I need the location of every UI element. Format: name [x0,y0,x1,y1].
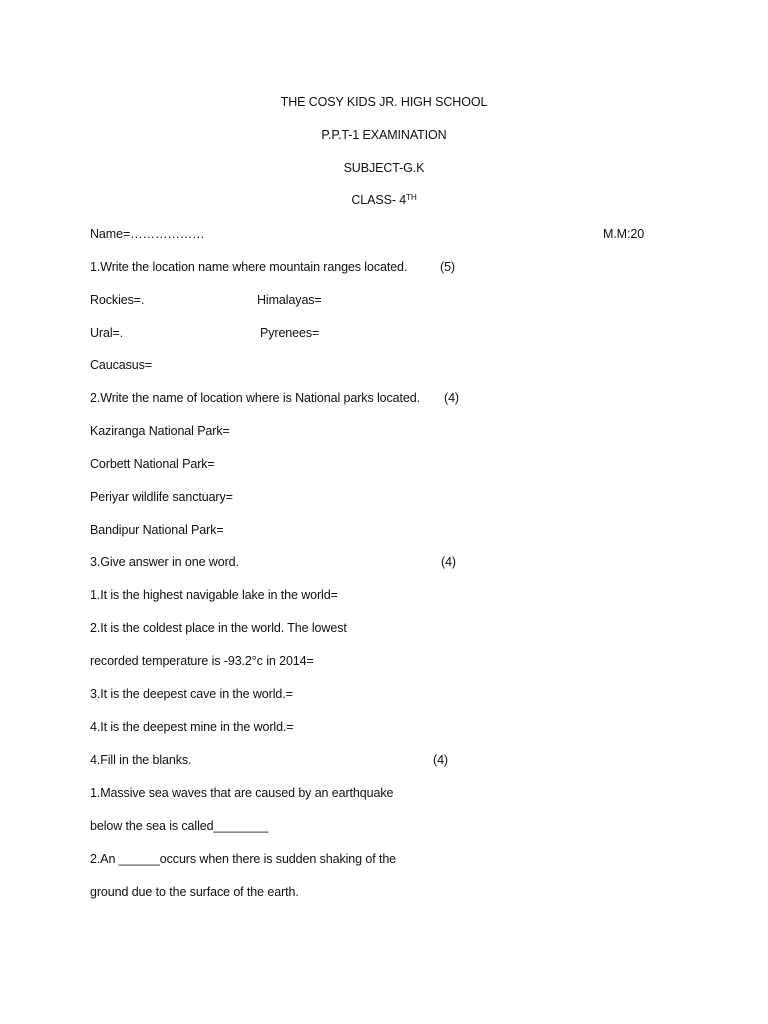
q1-rockies: Rockies=. [90,293,145,307]
q3-line: 4.It is the deepest mine in the world.= [90,720,294,734]
q3-line: 1.It is the highest navigable lake in the world= [90,588,338,602]
q1-pyrenees: Pyrenees= [260,326,320,340]
subject-label: SUBJECT-G.K [343,161,425,175]
max-marks: M.M:20 [603,227,645,241]
class-label [0,193,768,207]
name-field: Name=……………… [90,227,205,241]
q1-question: 1.Write the location name where mountain ranges located. [90,260,408,274]
q4-question: 4.Fill in the blanks. [90,753,192,767]
q2-item: Periyar wildlife sanctuary= [90,490,233,504]
q3-line: 2.It is the coldest place in the world. The lowest [90,621,347,635]
exam-title: P.P.T-1 EXAMINATION [321,128,447,142]
q2-question: 2.Write the name of location where is National parks located. [90,391,420,405]
q1-marks: (5) [440,260,455,274]
q4-line: 1.Massive sea waves that are caused by an earthquake [90,786,394,800]
q1-ural: Ural=. [90,326,124,340]
q1-himalayas: Himalayas= [257,293,322,307]
q3-marks: (4) [441,555,456,569]
q3-line: recorded temperature is -93.2°c in 2014= [90,654,314,668]
q4-line: ground due to the surface of the earth. [90,885,299,899]
school-name: THE COSY KIDS JR. HIGH SCHOOL [280,95,488,109]
q2-item: Kaziranga National Park= [90,424,230,438]
q4-line: below the sea is called________ [90,819,269,833]
q4-line: 2.An ______occurs when there is sudden shaking of the [90,852,397,866]
q2-item: Corbett National Park= [90,457,215,471]
q2-item: Bandipur National Park= [90,523,224,537]
q4-marks: (4) [433,753,448,767]
q3-question: 3.Give answer in one word. [90,555,239,569]
q2-marks: (4) [444,391,459,405]
class-text: CLASS- 4 [351,193,407,207]
q3-line: 3.It is the deepest cave in the world.= [90,687,293,701]
q1-caucasus: Caucasus= [90,358,152,372]
class-suffix: TH [406,193,417,202]
